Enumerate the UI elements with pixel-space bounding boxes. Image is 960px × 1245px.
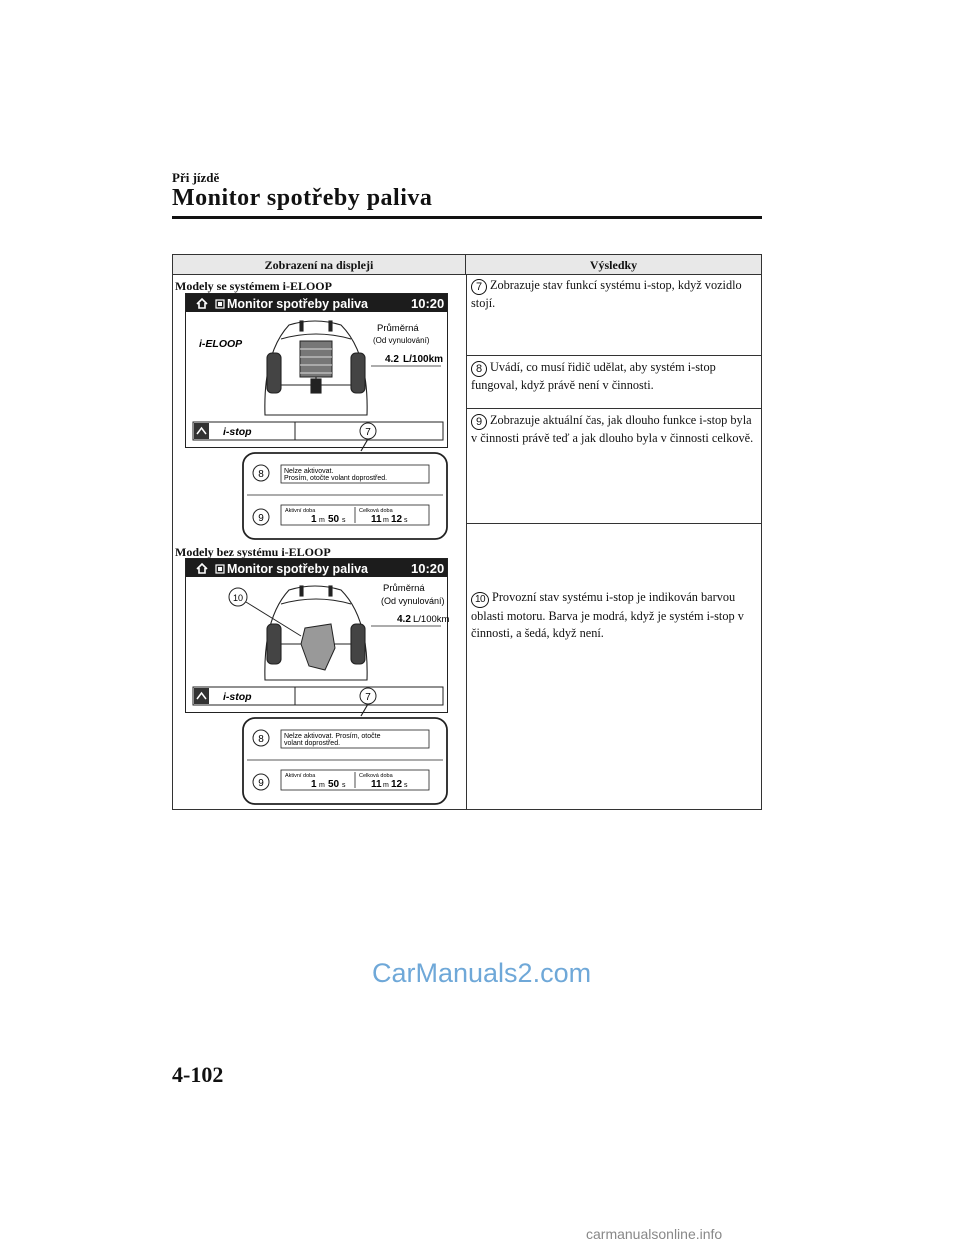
second-unit: s (342, 782, 346, 789)
avg-value: 4.2 (397, 614, 411, 625)
active-time-label: Aktivní doba (285, 773, 316, 779)
message-line-2: volant doprostřed. (284, 740, 341, 747)
display-title: Monitor spotřeby paliva (227, 562, 368, 576)
minute-unit: m (319, 782, 325, 789)
row-divider (467, 523, 761, 524)
avg-sub-label: (Od vynulování) (373, 336, 430, 345)
second-unit: s (404, 782, 408, 789)
callout-8-icon: 8 (471, 361, 487, 377)
callout-8-icon: 8 (258, 469, 264, 480)
callout-7-icon: 7 (365, 692, 371, 703)
callout-9-icon: 9 (258, 513, 264, 524)
result-text: Zobrazuje stav funkcí systému i-stop, když vozidlo stojí. (471, 278, 742, 310)
table-header-results: Výsledky (466, 255, 761, 275)
callout-8-icon: 8 (258, 734, 264, 745)
active-minutes: 1 (311, 779, 317, 790)
result-item (471, 359, 755, 394)
active-time-label: Aktivní doba (285, 508, 316, 514)
display-title: Monitor spotřeby paliva (227, 297, 368, 311)
callout-10-icon: 10 (232, 593, 244, 603)
page-title: Monitor spotřeby paliva (172, 185, 433, 211)
total-minutes: 11 (371, 779, 382, 790)
message-line-1: Nelze aktivovat. Prosím, otočte (284, 733, 381, 740)
message-line-1: Nelze aktivovat. (284, 468, 334, 475)
active-seconds: 50 (328, 514, 340, 525)
minute-unit: m (383, 782, 389, 789)
istop-icon (194, 688, 209, 704)
row-divider (467, 355, 761, 356)
display-clock: 10:20 (411, 296, 445, 311)
minute-unit: m (319, 517, 325, 524)
row-divider (467, 408, 761, 409)
active-seconds: 50 (328, 779, 340, 790)
table-header-display: Zobrazení na displeji (173, 255, 466, 275)
active-minutes: 1 (311, 514, 317, 525)
avg-sub-label: (Od vynulování) (381, 596, 445, 606)
avg-unit: L/100km (403, 354, 444, 365)
result-item (471, 412, 755, 447)
total-seconds: 12 (391, 779, 403, 790)
second-unit: s (342, 517, 346, 524)
avg-value: 4.2 (385, 354, 399, 365)
eloop-label: i-ELOOP (199, 338, 243, 350)
results-table (172, 254, 762, 810)
second-unit: s (404, 517, 408, 524)
watermark-link[interactable]: CarManuals2.com (372, 958, 592, 988)
page-number: 4-102 (172, 1062, 224, 1087)
footer-watermark: carmanualsonline.info (586, 1226, 723, 1242)
total-minutes: 11 (371, 514, 382, 525)
callout-7-icon: 7 (365, 427, 371, 438)
istop-label: i-stop (223, 691, 252, 703)
row-label-eloop: Modely se systémem i-ELOOP (175, 279, 332, 293)
callout-9-icon: 9 (471, 414, 487, 430)
message-line-2: Prosím, otočte volant doprostřed. (284, 475, 388, 482)
result-text: Zobrazuje aktuální čas, jak dlouho funkce i-stop byla v činnosti právě teď a jak dlouho byla v činnosti celkově. (471, 413, 754, 445)
result-text: Provozní stav systému i-stop je indikován barvou oblasti motoru. Barva je modrá, když je systém i-stop v činnosti, a šedá, když není. (471, 590, 744, 640)
display-illustration-no-eloop (185, 558, 457, 815)
row-label-no-eloop: Modely bez systému i-ELOOP (175, 545, 331, 559)
display-clock: 10:20 (411, 561, 445, 576)
istop-icon (194, 423, 209, 439)
callout-9-icon: 9 (258, 778, 264, 789)
result-item (471, 589, 755, 642)
result-item (471, 277, 755, 312)
result-text: Uvádí, co musí řidič udělat, aby systém i-stop fungoval, když právě není v činnosti. (471, 360, 716, 392)
callout-10-icon: 10 (471, 592, 489, 608)
minute-unit: m (383, 517, 389, 524)
callout-7-icon: 7 (471, 279, 487, 295)
title-rule (172, 216, 762, 219)
istop-label: i-stop (223, 426, 252, 438)
total-time-label: Celková doba (359, 508, 393, 514)
total-seconds: 12 (391, 514, 403, 525)
engine-block (300, 341, 332, 377)
avg-label: Průměrná (377, 323, 419, 334)
display-illustration-eloop (185, 293, 457, 550)
avg-label: Průměrná (383, 583, 425, 594)
total-time-label: Celková doba (359, 773, 393, 779)
avg-unit: L/100km (413, 614, 450, 625)
section-label: Při jízdě (172, 170, 220, 185)
